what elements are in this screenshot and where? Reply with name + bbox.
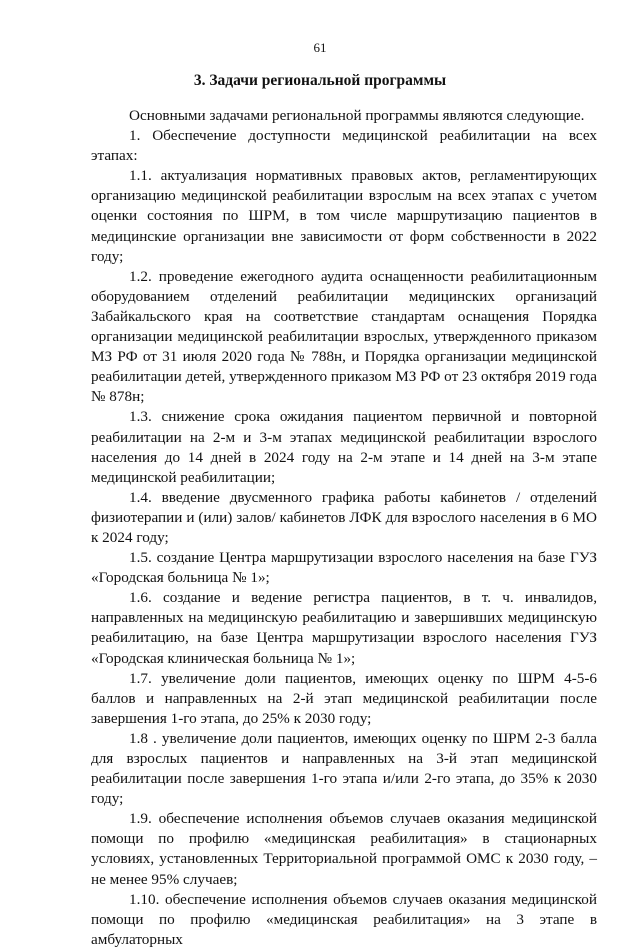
paragraph-task-1-6: 1.6. создание и ведение регистра пациентов, в т. ч. инвалидов, направленных на медицинскую реабилитацию и завершивших медицинскую реабилитацию, на базе Центра маршрутизации взрослого населения ГУЗ «Городская клиническая больница № 1»; [91,589,597,667]
body-text [91,106,597,950]
paragraph-task-1-9: 1.9. обеспечение исполнения объемов случаев оказания медицинской помощи по профилю «медицинская реабилитация» в стационарных условиях, установленных Территориальной программой ОМС к 2030 году, – не менее 95% случаев; [91,810,597,888]
paragraph-task-1-2: 1.2. проведение ежегодного аудита оснащенности реабилитационным оборудованием отделений реабилитации медицинских организаций Забайкальского края на соответствие стандартам оснащения Порядка организации медицинской реабилитации взрослых, утвержденного приказом МЗ РФ от 31 июля 2020 года № 788н, и Порядка организации медицинской реабилитации детей, утвержденного приказом МЗ РФ от 23 октября 2019 года № 878н; [91,267,597,406]
paragraph-task-1-3: 1.3. снижение срока ожидания пациентом первичной и повторной реабилитации на 2-м и 3-м этапах медицинской реабилитации взрослого населения до 14 дней в 2024 году на 2-м этапе и 14 дней на 3-м этапе медицинской реабилитации; [91,408,597,486]
section-title: 3. Задачи региональной программы [193,72,447,89]
paragraph-task-1: 1. Обеспечение доступности медицинской реабилитации на всех этапах: [91,127,597,165]
paragraph-task-1-7: 1.7. увеличение доли пациентов, имеющих оценку по ШРМ 4-5-6 баллов и направленных на 2-й этап медицинской реабилитации после завершения 1-го этапа, до 25% к 2030 году; [91,669,597,727]
paragraph-task-1-4: 1.4. введение двусменного графика работы кабинетов / отделений физиотерапии и (или) залов/ кабинетов ЛФК для взрослого населения в 6 МО к 2024 году; [91,488,597,546]
paragraph-intro: Основными задачами региональной программы являются следующие. [129,107,585,124]
paragraph-task-1-1: 1.1. актуализация нормативных правовых актов, регламентирующих организацию медицинской реабилитации взрослым на всех этапах с учетом оценки состояния по ШРМ, в том числе маршрутизацию пациентов в медицинские организации вне зависимости от форм собственности в 2022 году; [91,167,597,265]
page-number: 61 [313,40,327,55]
paragraph-task-1-10: 1.10. обеспечение исполнения объемов случаев оказания медицинской помощи по профилю «медицинская реабилитация» на 3 этапе в амбулаторных [91,890,597,948]
paragraph-task-1-5: 1.5. создание Центра маршрутизации взрослого населения на базе ГУЗ «Городская больница № 1»; [91,549,597,587]
paragraph-task-1-8: 1.8 . увеличение доли пациентов, имеющих оценку по ШРМ 2-3 балла для взрослых пациентов и направленных на 3-й этап медицинской реабилитации после завершения 1-го этапа и/или 2-го этапа, до 35% к 2030 году; [91,729,597,808]
